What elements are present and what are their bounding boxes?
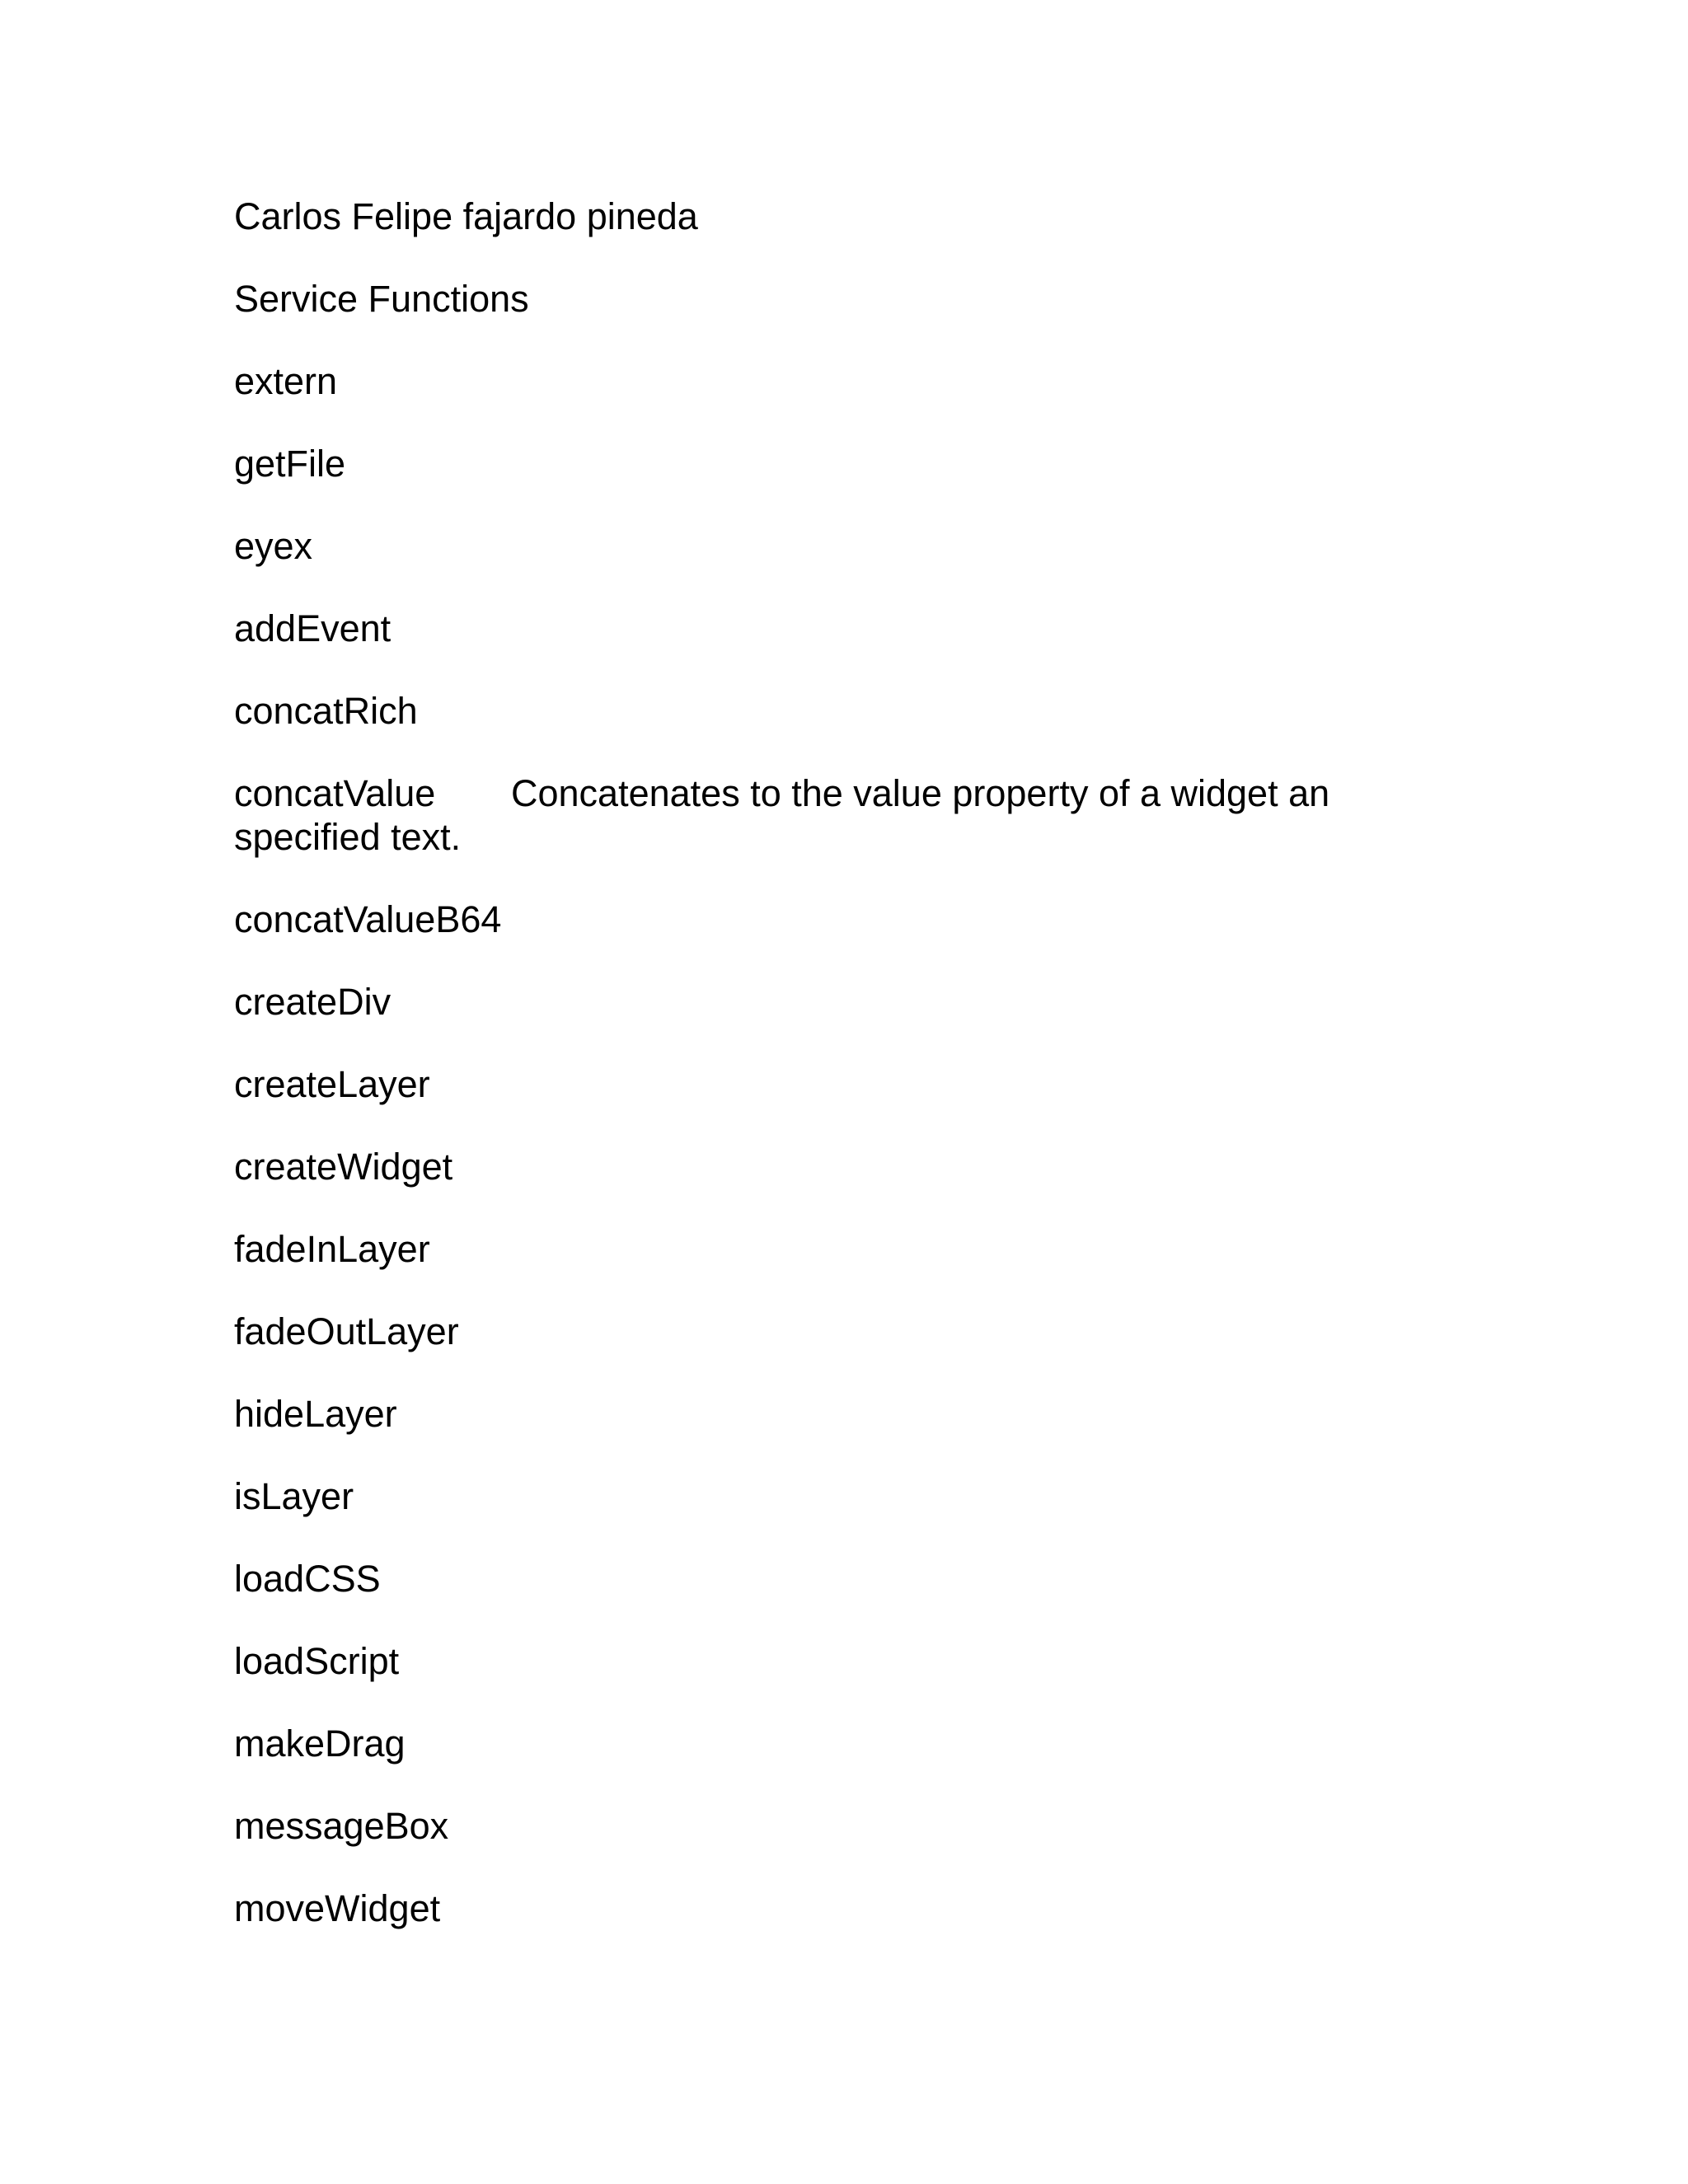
function-name: hideLayer — [234, 1393, 397, 1435]
function-name: concatRich — [234, 690, 418, 732]
function-name: isLayer — [234, 1475, 354, 1517]
function-name: createLayer — [234, 1063, 430, 1105]
function-name: makeDrag — [234, 1722, 406, 1765]
function-entry — [234, 898, 1470, 941]
function-name: createDiv — [234, 981, 392, 1023]
function-name: createWidget — [234, 1146, 453, 1188]
function-name: addEvent — [234, 607, 392, 649]
function-description: Concatenates to the value property of a widget an specified text. — [234, 772, 1330, 858]
function-name: concatValue — [234, 772, 436, 814]
function-entry — [234, 1227, 1470, 1271]
function-entry — [234, 607, 1470, 650]
function-entry — [234, 980, 1470, 1024]
function-entry — [234, 1722, 1470, 1765]
function-entry — [234, 359, 1470, 403]
function-name: extern — [234, 360, 338, 402]
author-name: Carlos Felipe fajardo pineda — [234, 195, 698, 237]
function-name: eyex — [234, 525, 313, 567]
function-entry-with-description — [234, 771, 1470, 859]
function-entry — [234, 1804, 1470, 1848]
function-name: concatValueB64 — [234, 898, 502, 940]
function-name: loadCSS — [234, 1558, 381, 1600]
function-name: messageBox — [234, 1805, 449, 1847]
document-body — [234, 194, 1470, 1969]
function-entry — [234, 1474, 1470, 1518]
function-entry — [234, 1310, 1470, 1353]
function-entry — [234, 1557, 1470, 1601]
function-name: getFile — [234, 443, 346, 485]
function-entry — [234, 1145, 1470, 1188]
function-name: loadScript — [234, 1640, 400, 1682]
function-entry — [234, 1062, 1470, 1106]
function-entry — [234, 442, 1470, 485]
function-entry — [234, 689, 1470, 733]
function-name: fadeOutLayer — [234, 1310, 459, 1352]
function-entry — [234, 1639, 1470, 1683]
function-entry — [234, 1392, 1470, 1436]
function-name: moveWidget — [234, 1887, 441, 1929]
function-entry — [234, 524, 1470, 568]
section-heading: Service Functions — [234, 278, 529, 320]
function-name: fadeInLayer — [234, 1228, 430, 1270]
function-entry — [234, 1886, 1470, 1930]
